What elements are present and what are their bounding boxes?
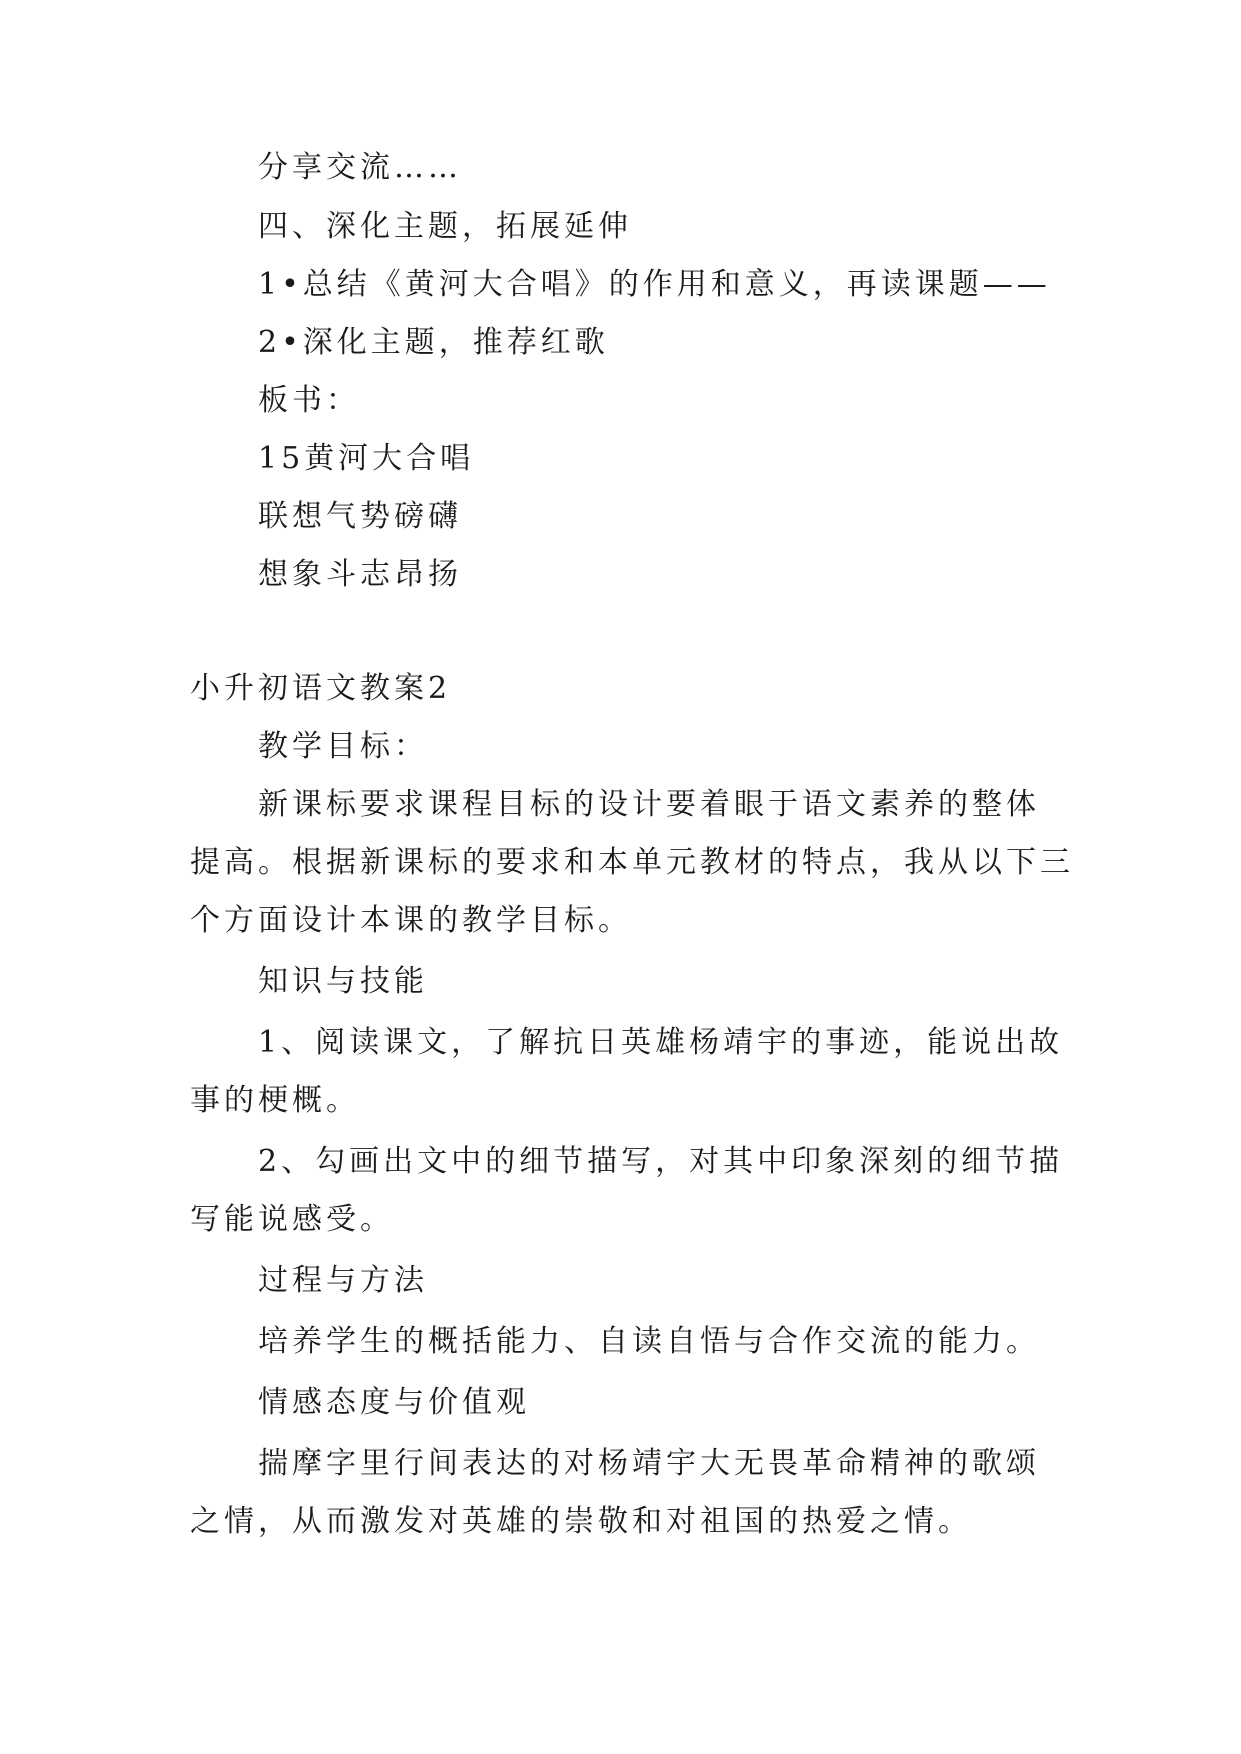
emotion-text-line: 揣摩字里行间表达的对杨靖宇大无畏革命精神的歌颂: [258, 1446, 1040, 1481]
board-line-imagination: 想象斗志昂扬: [258, 557, 462, 592]
heading-process-method: 过程与方法: [258, 1263, 428, 1298]
process-text: 培养学生的概括能力、自读自悟与合作交流的能力。: [258, 1324, 1040, 1359]
section-title: 小升初语文教案2: [190, 671, 452, 706]
knowledge-item-1-line: 事的梗概。: [190, 1083, 360, 1118]
list-item-1: 1•总结《黄河大合唱》的作用和意义，再读课题——: [258, 267, 1051, 302]
knowledge-item-1-line: 1、阅读课文，了解抗日英雄杨靖宇的事迹，能说出故: [258, 1025, 1064, 1060]
board-label: 板书：: [258, 383, 360, 418]
list-item-2: 2•深化主题，推荐红歌: [258, 325, 609, 360]
board-line-title: 15黄河大合唱: [258, 441, 475, 476]
knowledge-item-2-line: 2、勾画出文中的细节描写，对其中印象深刻的细节描: [258, 1144, 1064, 1179]
paragraph-intro-line: 新课标要求课程目标的设计要着眼于语文素养的整体: [258, 787, 1040, 822]
board-line-association: 联想气势磅礴: [258, 499, 462, 534]
knowledge-item-2-line: 写能说感受。: [190, 1202, 394, 1237]
objectives-label: 教学目标：: [258, 729, 428, 764]
heading-emotion-values: 情感态度与价值观: [258, 1385, 530, 1420]
heading-knowledge-skills: 知识与技能: [258, 964, 428, 999]
paragraph-intro-line: 提高。根据新课标的要求和本单元教材的特点，我从以下三: [190, 845, 1074, 880]
paragraph-intro-line: 个方面设计本课的教学目标。: [190, 903, 632, 938]
text-line-share: 分享交流……: [258, 150, 462, 185]
heading-deepen-theme: 四、深化主题，拓展延伸: [258, 209, 632, 244]
emotion-text-line: 之情，从而激发对英雄的崇敬和对祖国的热爱之情。: [190, 1504, 972, 1539]
